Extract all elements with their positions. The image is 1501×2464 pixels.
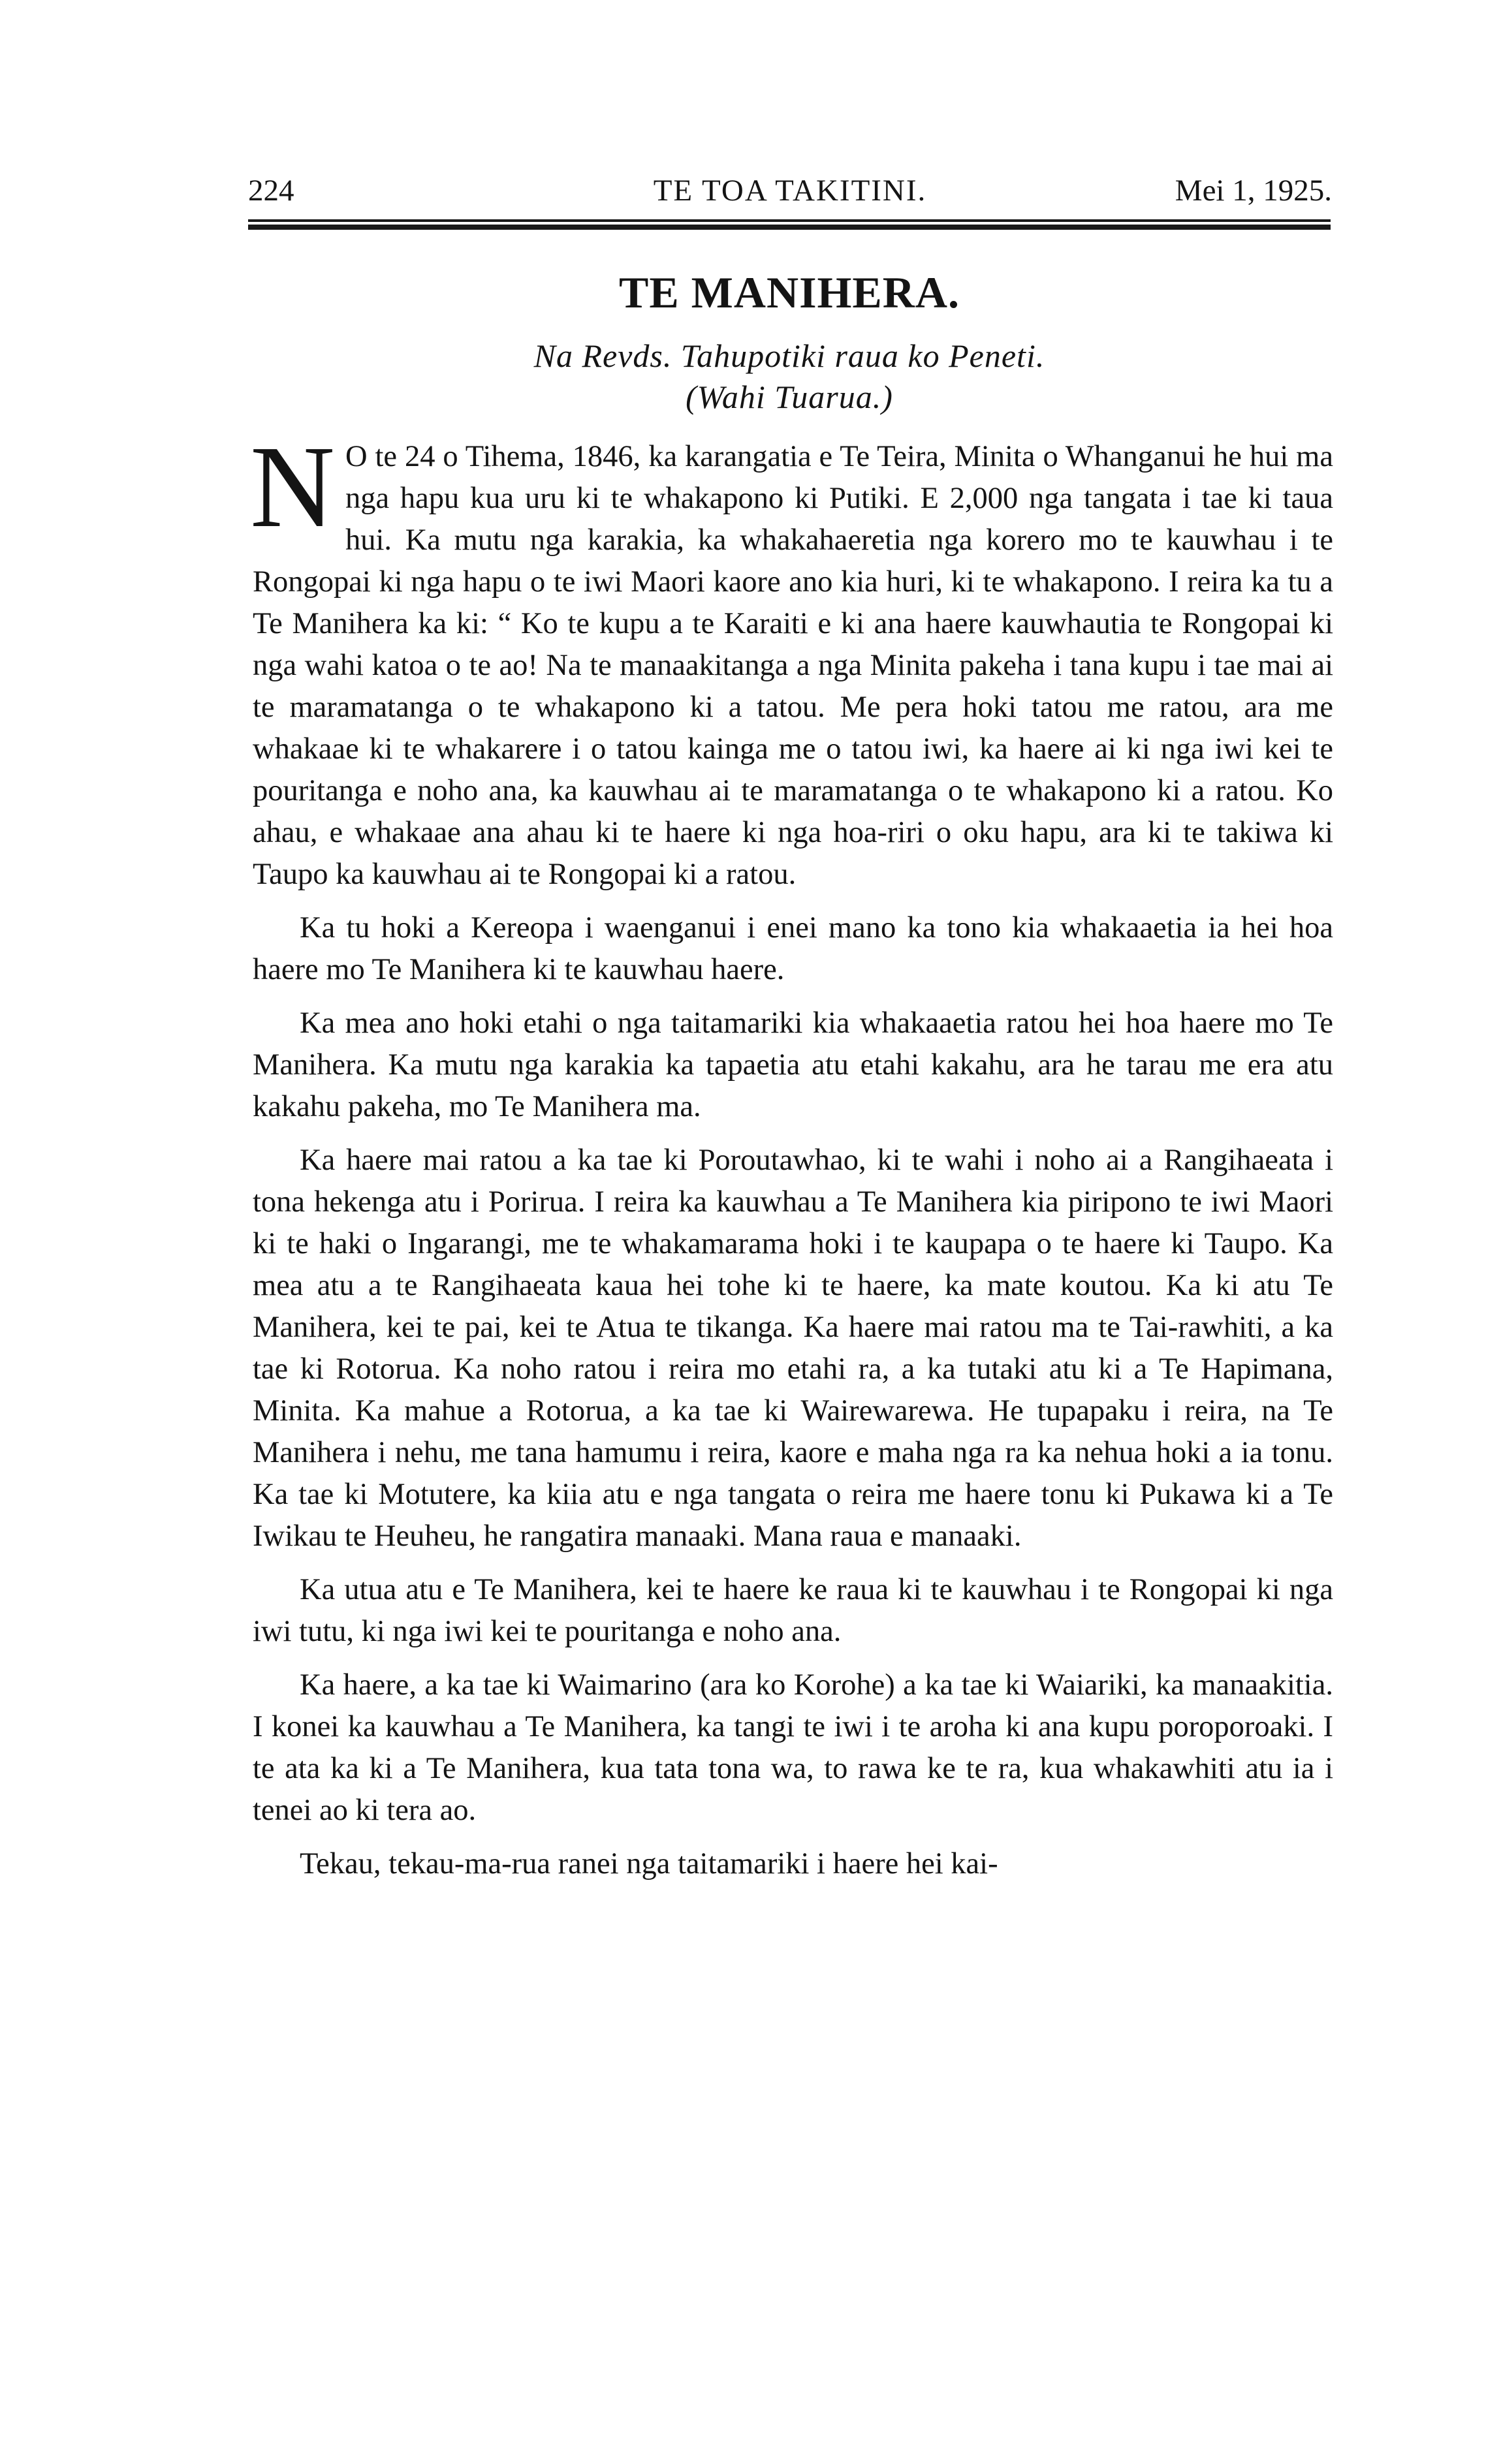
- issue-date: Mei 1, 1925.: [1175, 174, 1332, 208]
- paragraph-1-text: O te 24 o Tihema, 1846, ka karangatia e Te Teira, Minita o Whanganui he hui ma nga hapu kua uru ki te whakapono ki Putiki. E 2,000 nga tangata i tae ki taua hui. Ka mutu nga karakia, ka whakahaeretia nga korero mo te kauwhau i te Rongopai ki nga hapu o te iwi Maori kaore ano kia huri, ki te whakapono. I reira ka tu a Te Manihera ka ki: “ Ko te kupu a te Karaiti e ki ana haere kauwhautia te Rongopai ki nga wahi katoa o te ao! Na te manaakitanga a nga Minita pakeha i tana kupu i tae mai ai te maramatanga o te whakapono ki a tatou. Me pera hoki tatou me ratou, ara me whakaae ki te whakarere i o tatou kainga me o tatou iwi, ka haere ai ki nga iwi kei te pouritanga e noho ana, ka kauwhau ai te maramatanga o te whakapono ki a ratou. Ko ahau, e whakaae ana ahau ki te haere ki nga hoa-riri o oku hapu, ara ki te takiwa ki Taupo ka kauwhau ai te Rongopai ki a ratou.: [253, 440, 1333, 891]
- paragraph-4: Ka haere mai ratou a ka tae ki Poroutawhao, ki te wahi i noho ai a Rangihaeata i tona hekenga atu i Porirua. I reira ka kauwhau a Te Manihera kia piripono te iwi Maori ki te haki o Ingarangi, me te whakamarama hoki i te kaupapa o te haere ki Taupo. Ka mea atu a te Rangihaeata kaua hei tohe ki te haere, ka mate koutou. Ka ki atu Te Manihera, kei te pai, kei te Atua te tikanga. Ka haere mai ratou ma te Tai-rawhiti, a ka tae ki Rotorua. Ka noho ratou i reira mo etahi ra, a ka tutaki atu ki a Te Hapimana, Minita. Ka mahue a Rotorua, a ka tae ki Wairewarewa. He tupapaku i reira, na Te Manihera i nehu, me tana hamumu i reira, kaore e maha nga ra ka nehua hoki a ia tonu. Ka tae ki Motutere, ka kiia atu e nga tangata o reira me haere tonu ki Pukawa ki a Te Iwikau te Heuheu, he rangatira manaaki. Mana raua e manaaki.: [253, 1144, 1333, 1553]
- running-head: [248, 171, 1332, 210]
- page-number: 224: [248, 174, 294, 208]
- header-rule-thick: [248, 225, 1331, 230]
- paragraph-5: Ka utua atu e Te Manihera, kei te haere ke raua ki te kauwhau i te Rongopai ki nga iwi tutu, ki nga iwi kei te pouritanga e noho ana.: [253, 1573, 1333, 1648]
- byline-part: (Wahi Tuarua.): [686, 379, 893, 415]
- paragraph-6: Ka haere, a ka tae ki Waimarino (ara ko Korohe) a ka tae ki Waiariki, ka manaakitia. I konei ka kauwhau a Te Manihera, ka tangi te iwi i te aroha ki ana kupu poroporoaki. I te ata ka ki a Te Manihera, kua tata tona wa, to rawa ke te ra, kua whakawhiti atu ia i tenei ao ki tera ao.: [253, 1668, 1333, 1827]
- article-title: TE MANIHERA.: [618, 268, 960, 317]
- drop-cap: N: [250, 422, 335, 552]
- article-body: [250, 422, 1333, 1885]
- byline-authors: Na Revds. Tahupotiki raua ko Peneti.: [533, 337, 1045, 374]
- paragraph-1: [250, 422, 1333, 896]
- publication-title: TE TOA TAKITINI.: [653, 174, 927, 208]
- paragraph-7: Tekau, tekau-ma-rua ranei nga taitamariki i haere hei kai-: [300, 1847, 998, 1880]
- header-rule-thin: [248, 219, 1331, 222]
- paragraph-3: Ka mea ano hoki etahi o nga taitamariki kia whakaaetia ratou hei hoa haere mo Te Manihera. Ka mutu nga karakia ka tapaetia atu etahi kakahu, ara he tarau me era atu kakahu pakeha, mo Te Manihera ma.: [253, 1006, 1333, 1123]
- paragraph-2: Ka tu hoki a Kereopa i waenganui i enei mano ka tono kia whakaaetia ia hei hoa haere mo Te Manihera ki te kauwhau haere.: [253, 911, 1333, 986]
